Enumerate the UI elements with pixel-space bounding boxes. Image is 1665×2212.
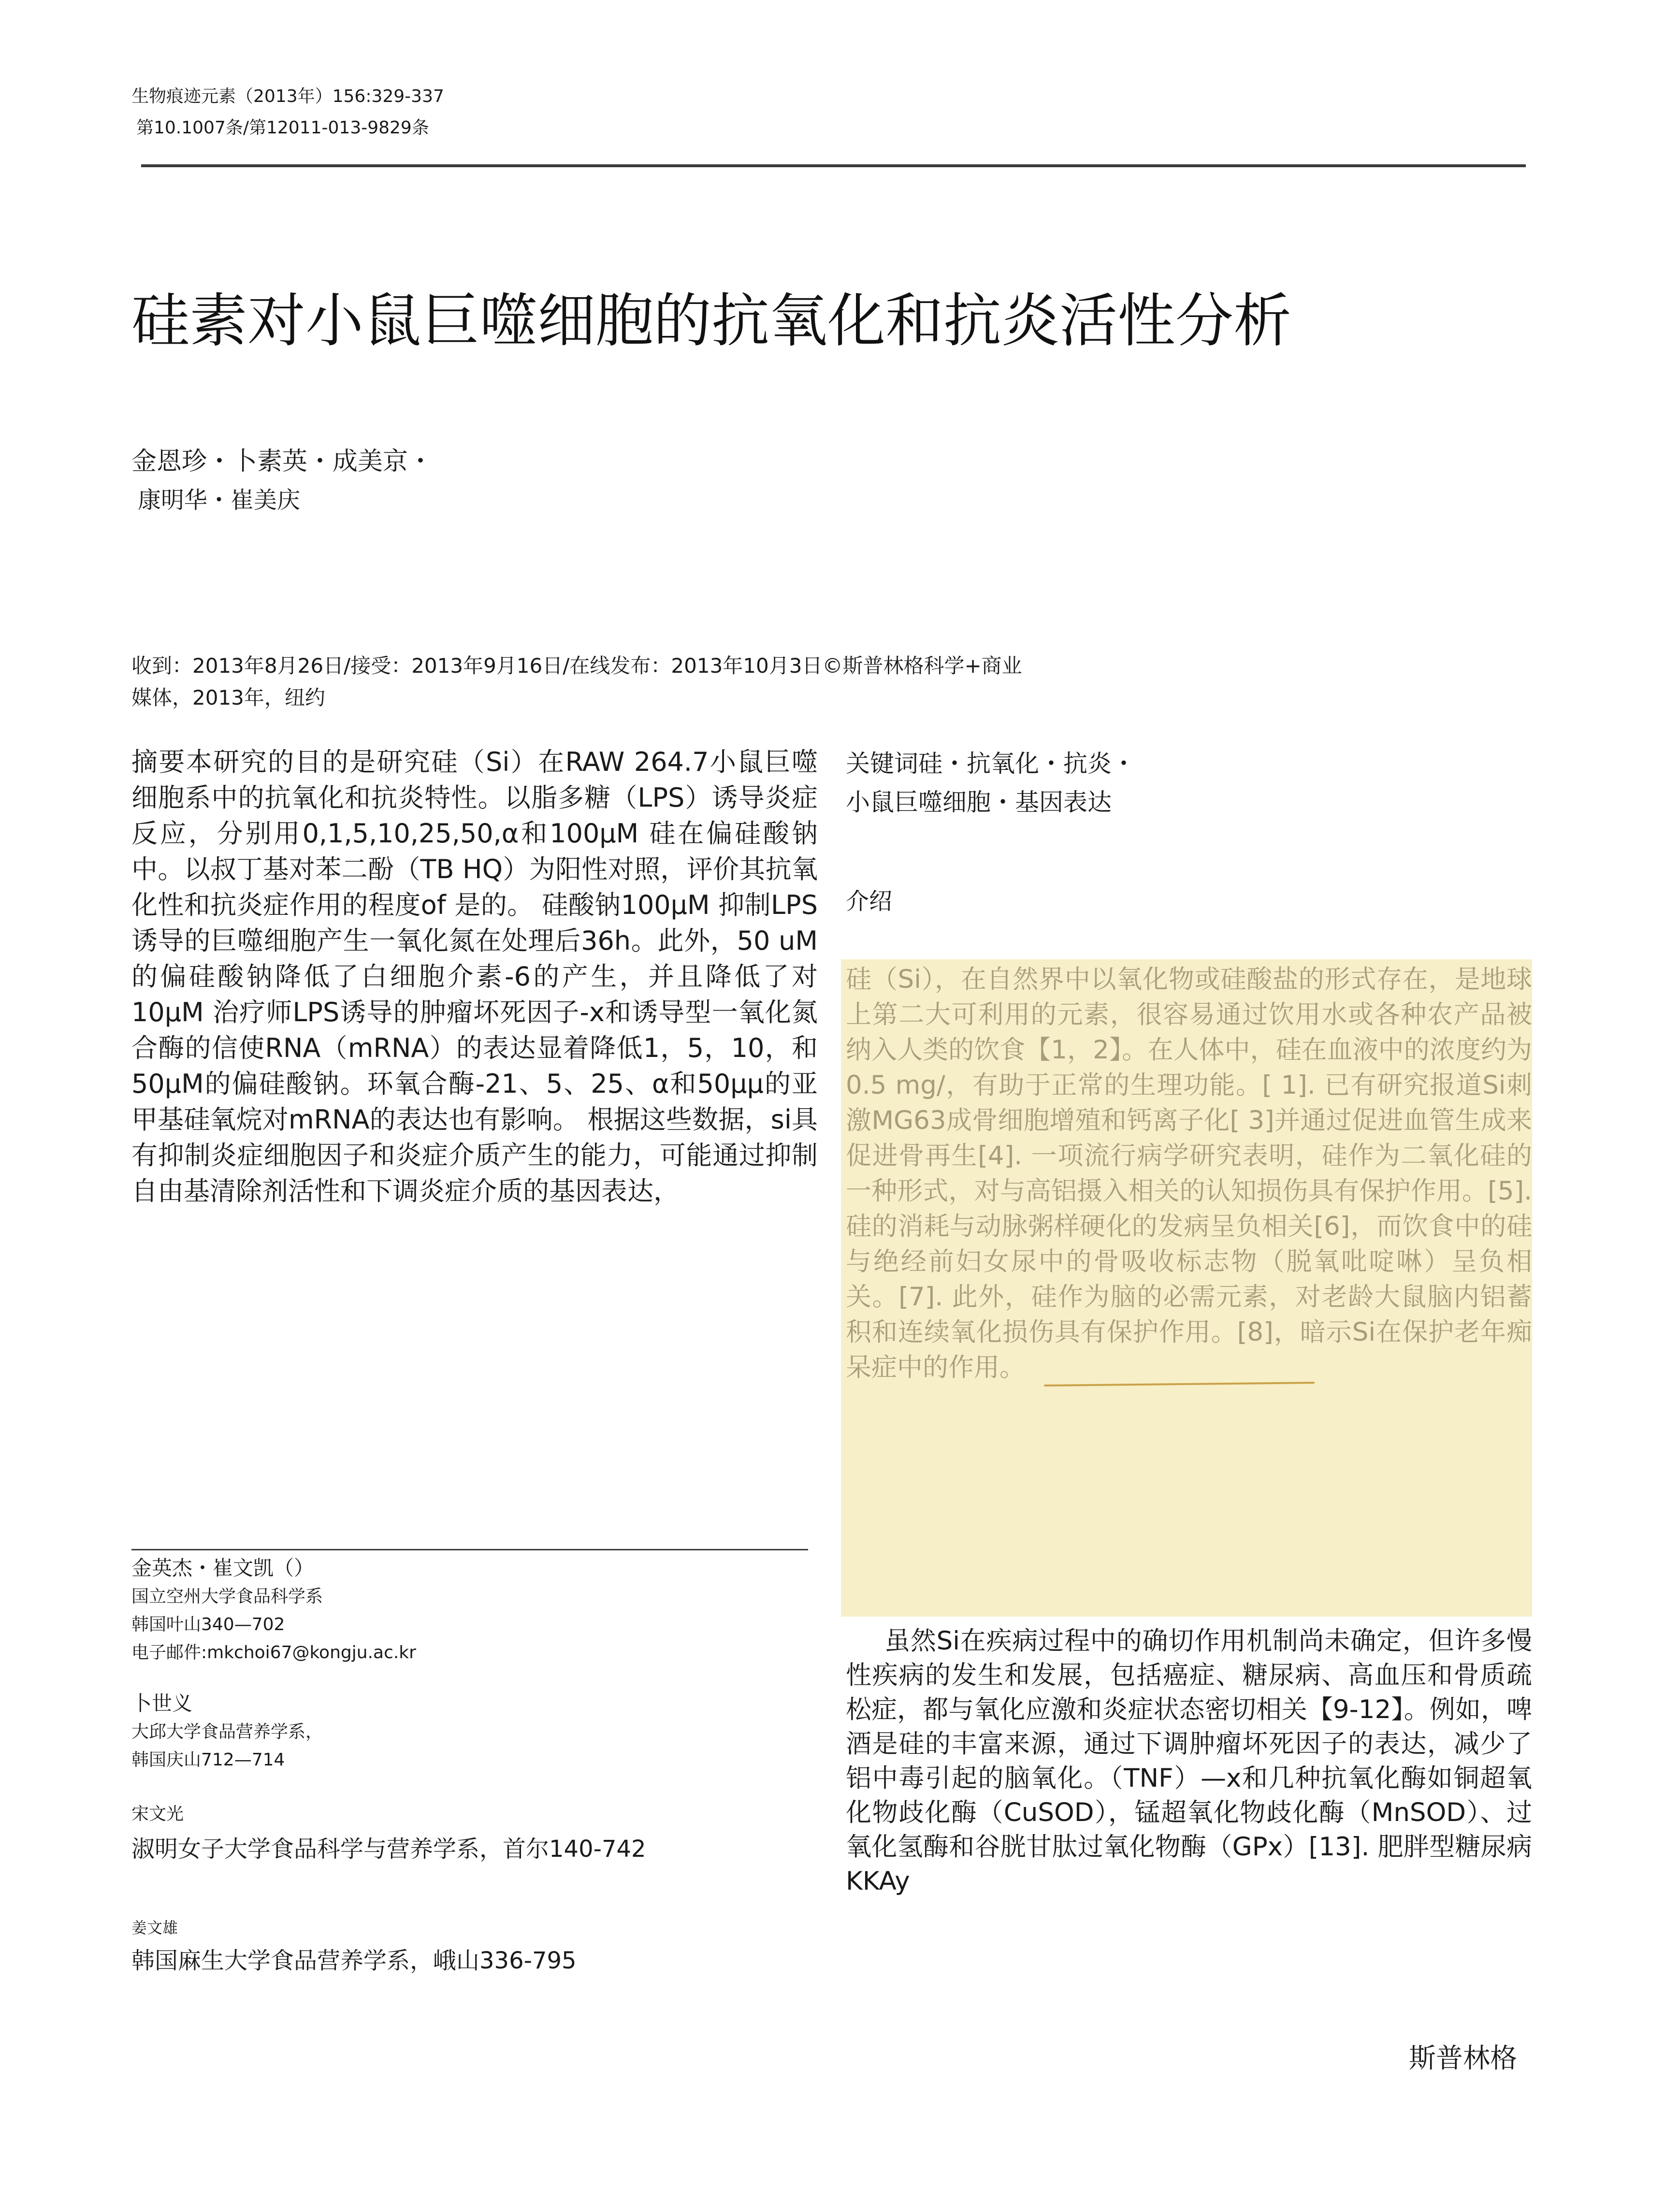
affiliation-rule	[131, 1549, 808, 1550]
keywords-line-1: 关键词硅・抗氧化・抗炎・	[846, 750, 1136, 778]
abstract: 摘要本研究的目的是研究硅（Si）在RAW 264.7小鼠巨噬细胞系中的抗氧化和抗炎特性。以脂多糖（LPS）诱导炎症反应，分别用0,1,5,10,25,50,α和100μM 硅在偏硅酸钠中。以叔丁基对苯二酚（TB HQ）为阳性对照，评价其抗氧化性和抗炎症作用的程度of 是的。 硅酸钠100μM 抑制LPS诱导的巨噬细胞产生一氧化氮在处理后36h。此外，50 uM的偏硅酸钠降低了白细胞介素-6的产生，并且降低了对10μM 治疗师LPS诱导的肿瘤坏死因子-x和诱导型一氧化氮合酶的信使RNA（mRNA）的表达显着降低1，5，10，和50μM的偏硅酸钠。环氧合酶-21、5、25、α和50μμ的亚甲基硅氧烷对mRNA的表达也有影响。 根据这些数据，si具有抑制炎症细胞因子和炎症介质产生的能力，可能通过抑制自由基清除剂活性和下调炎症介质的基因表达，	[131, 747, 818, 1206]
affiliation-name: 金英杰・崔文凯（）	[131, 1556, 315, 1580]
affiliation-line: 韩国庆山712—714	[131, 1750, 285, 1770]
affiliation-line: 大邱大学食品营养学系，	[131, 1722, 323, 1742]
header-rule	[141, 164, 1526, 167]
intro-heading: 介绍	[846, 888, 893, 915]
authors-line-2: 康明华・崔美庆	[138, 487, 301, 514]
intro-paragraph-1: 硅（Si），在自然界中以氧化物或硅酸盐的形式存在，是地球上第二大可利用的元素，很容易通过饮用水或各种农产品被纳入人类的饮食【1，2】。在人体中，硅在血液中的浓度约为0.5 mg/，有助于正常的生理功能。[ 1]. 已有研究报道Si刺激MG63成骨细胞增殖和钙离子化[ 3]并通过促进血管生成来促进骨再生[4]. 一项流行病学研究表明，硅作为二氧化硅的一种形式，对与高铝摄入相关的认知损伤具有保护作用。[5]. 硅的消耗与动脉粥样硬化的发病呈负相关[6]，而饮食中的硅与绝经前妇女尿中的骨吸收标志物（脱氧吡啶啉）呈负相关。[7]. 此外，硅作为脑的必需元素，对老龄大鼠脑内铝蓄积和连续氧化损伤具有保护作用。[8]，暗示Si在保护老年痴呆症中的作用。	[846, 965, 1532, 1382]
affiliation-line: 韩国叶山340—702	[131, 1615, 285, 1634]
intro-paragraph-2: 虽然Si在疾病过程中的确切作用机制尚未确定，但许多慢性疾病的发生和发展，包括癌症、糖尿病、高血压和骨质疏松症，都与氧化应激和炎症状态密切相关【9-12】。例如，啤酒是硅的丰富来源，通过下调肿瘤坏死因子的表达，减少了铝中毒引起的脑氧化。（TNF）—x和几种抗氧化酶如铜超氧化物歧化酶（CuSOD），锰超氧化物歧化酶（MnSOD）、过氧化氢酶和谷胱甘肽过氧化物酶（GPx）[13]. 肥胖型糖尿病KKAy	[846, 1626, 1532, 1896]
affiliation-name: 宋文光	[131, 1804, 184, 1824]
paper-title: 硅素对小鼠巨噬细胞的抗氧化和抗炎活性分析	[131, 288, 1291, 355]
affiliation-2	[131, 1689, 808, 1774]
keywords	[846, 744, 1571, 822]
journal-citation: 生物痕迹元素（2013年）156:329-337	[131, 87, 444, 106]
affiliation-line: 韩国麻生大学食品营养学系，峨山336-795	[131, 1947, 577, 1974]
publisher-footer: 斯普林格	[1409, 2043, 1517, 2074]
affiliation-line: 国立空州大学食品科学系	[131, 1587, 323, 1606]
keywords-line-2: 小鼠巨噬细胞・基因表达	[846, 788, 1112, 816]
affiliation-name: 卜世义	[131, 1692, 193, 1715]
affiliation-email: 电子邮件:mkchoi67@kongju.ac.kr	[131, 1643, 416, 1663]
affiliation-line: 淑明女子大学食品科学与营养学系，首尔140-742	[131, 1836, 646, 1863]
affiliation-4	[131, 1914, 808, 1978]
affiliation-1	[131, 1554, 808, 1667]
authors-line-1: 金恩珍・卜素英・成美京・	[131, 447, 434, 476]
affiliation-3	[131, 1800, 808, 1866]
doi: 第10.1007条/第12011-013-9829条	[136, 118, 429, 138]
affiliation-name: 姜文雄	[131, 1919, 178, 1937]
received-dates: 收到：2013年8月26日/接受：2013年9月16日/在线发布：2013年10月3日©斯普林格科学+商业媒体，2013年，纽约	[131, 654, 1022, 709]
